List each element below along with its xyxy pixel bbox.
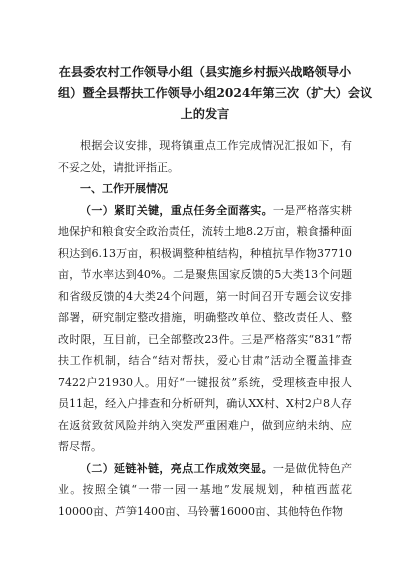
section-heading-1-text: 一、工作开展情况	[80, 182, 168, 195]
title-line-3: 上的发言	[180, 107, 230, 121]
section-heading-1	[58, 178, 352, 200]
document-title	[58, 62, 373, 125]
subsection-1-body: 一是严格落实耕地保护和粮食安全政治责任，流转土地8.2万亩，粮食播种面积达到6.13万亩，积极调整种植结构，种植抗旱作物37710亩，节水率达到40%。二是聚焦国家反馈的5大类13个问题和省级反馈的4大类24个问题，第一时间召开专题会议安排部署，研究制定整改措施，明确整改单位、整改责任人、整改时限，互目前，已全部整改23件。三是严格落实“831”帮扶工作机制，结合“结对帮扶，爱心甘肃”活动全覆盖排查7422户21930人。用好“一键报贫”系统，受理核查申报人员11起，经入户排查和分析研判，确认XX村、X村2户8人存在返贫致贫风险并纳入突发严重困难户，做到应纳未纳、应帮尽帮。	[58, 203, 353, 453]
title-line-2: 组）暨全县帮扶工作领导小组2024年第三次（扩大）会议	[58, 86, 373, 100]
title-line-1: 在县委农村工作领导小组（县实施乡村振兴战略领导小	[58, 65, 352, 79]
subsection-2-heading: （二）延链补链，亮点工作成效突显。	[80, 461, 273, 475]
subsection-1-heading: （一）紧盯关键，重点任务全面落实。	[80, 203, 273, 217]
subsection-2-body: 一是做优特色产业。按照全镇“一带一园一基地”发展规划，种植西蓝花10000亩、芦笋1400亩、马铃薯16000亩、其他特色作物	[58, 461, 353, 518]
intro-paragraph: 根据会议安排，现将镇重点工作完成情况汇报如下，有不妥之处，请批评指正。	[58, 139, 352, 174]
subsection-1-paragraph	[58, 200, 352, 458]
subsection-2-paragraph	[58, 458, 352, 523]
